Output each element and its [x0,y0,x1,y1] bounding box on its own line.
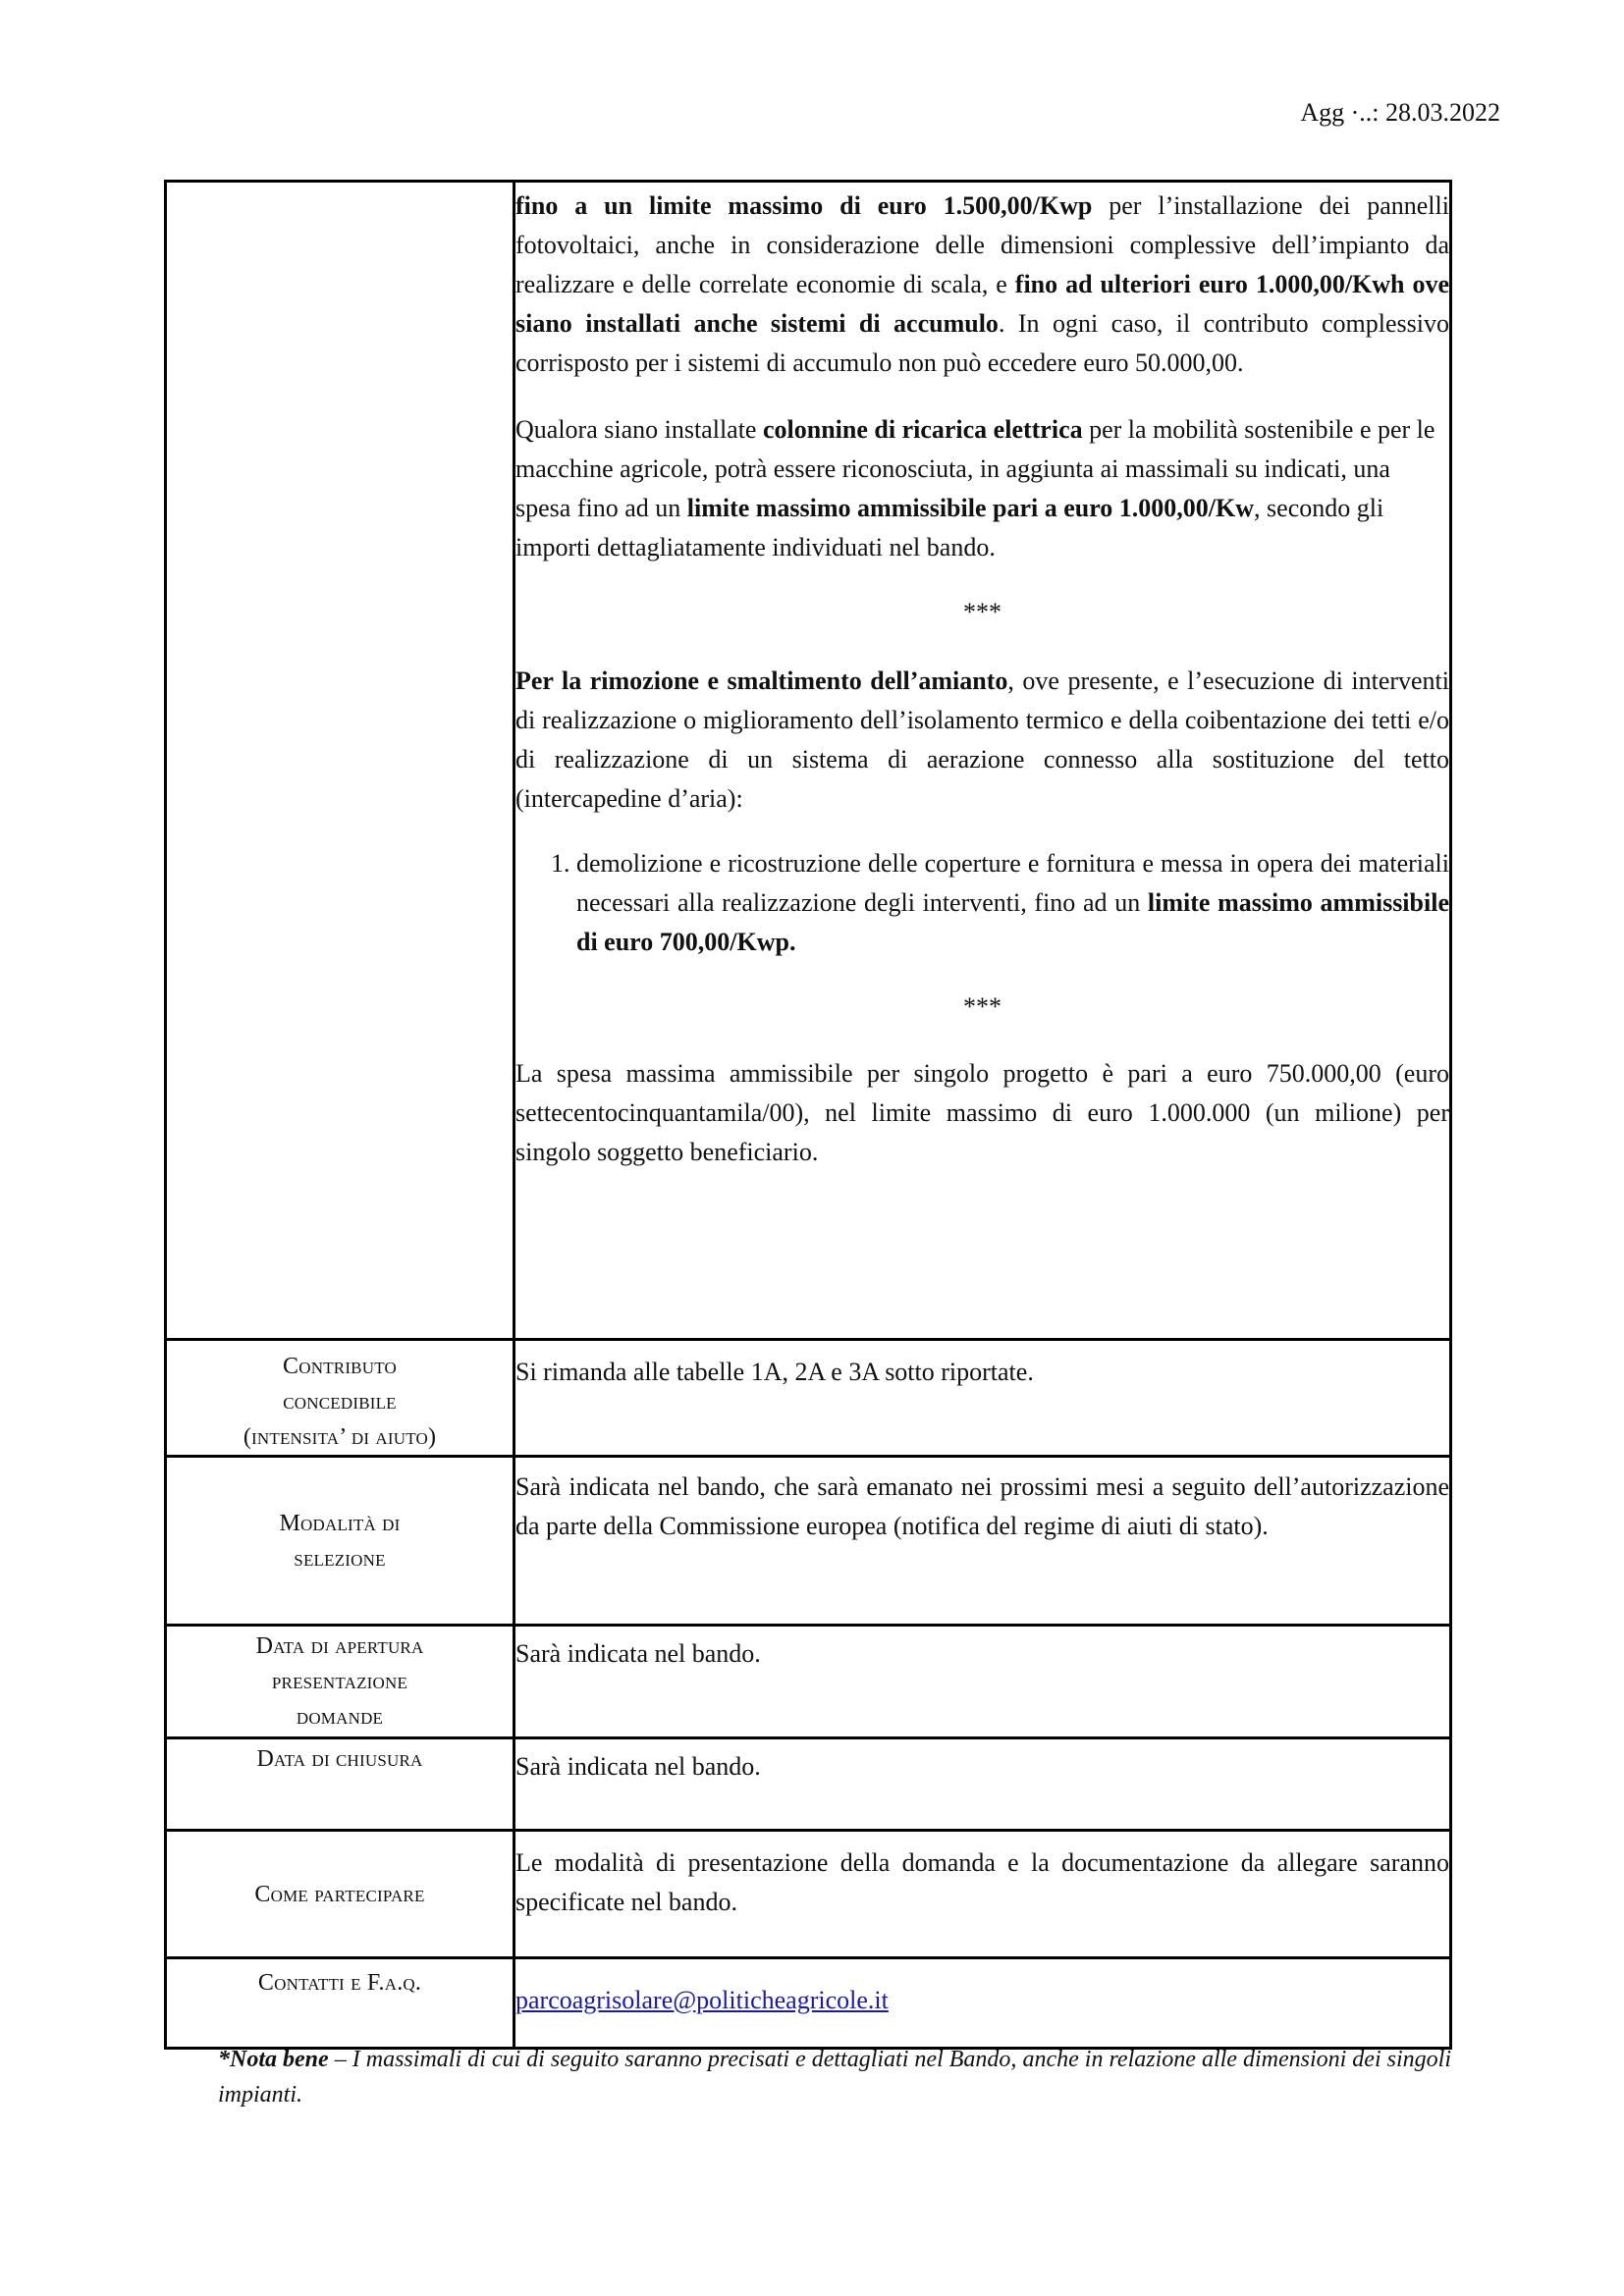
cell-text: Le modalità di presentazione della domanda e la documentazione da allegare saranno specificate nel bando. [515,1848,1449,1916]
paragraph-pv-limit [515,187,1449,383]
table-row [166,1738,1451,1831]
label-line: Contatti e F.a.q. [257,1970,422,1996]
label-modalita [166,1457,514,1626]
value-apertura [514,1626,1451,1738]
list-item [576,844,1449,962]
bold-text: limite massimo ammissibile di euro 700,00/Kwp. [576,888,1449,956]
label-contributo [166,1340,514,1457]
header-date: Agg ·..: 28.03.2022 [1300,98,1500,127]
note-bold: *Nota bene [218,2047,329,2072]
cell-text: Sarà indicata nel bando. [515,1752,761,1781]
text: , ove presente, e l’esecuzione di interventi di realizzazione o miglioramento dell’isolamento termico e della coibentazione dei tetti e/o di realizzazione di un sistema di aerazione connesso alla sostituzione del tetto (intercapedine d’aria): [515,667,1450,813]
cell-text: Sarà indicata nel bando. [515,1639,761,1668]
value-contatti [514,1958,1451,2049]
paragraph-asbestos [515,662,1449,819]
paragraph-max-expense: La spesa massima ammissibile per singolo progetto è pari a euro 750.000,00 (euro settecentocinquantamila/00), nel limite massimo di euro 1.000.000 (un milione) per singolo soggetto beneficiario. [515,1059,1449,1166]
value-partecipare [514,1831,1451,1958]
label-line: Data di chiusura [256,1746,423,1772]
label-line: Come partecipare [254,1881,425,1907]
bold-text: fino ad ulteriori euro 1.000,00/Kwh ove siano installati anche sistemi di accumulo [515,270,1449,338]
text: per la mobilità sostenibile e per le macchine agricole, potrà essere riconosciuta, in aggiunta ai massimali su indicati, una spesa fino ad un [515,415,1435,522]
bold-text: fino a un limite massimo di euro 1.500,00/Kwp [515,191,1093,220]
table-row [166,1340,1451,1457]
description-cell [514,182,1451,1340]
separator: *** [963,598,1001,626]
text: demolizione e ricostruzione delle coperture e fornitura e messa in opera dei materiali necessari alla realizzazione degli interventi, fino ad un [576,849,1449,917]
info-table [164,180,1452,2050]
bold-text: limite massimo ammissibile pari a euro 1.000,00/Kw [686,494,1255,522]
table-row [166,1626,1451,1738]
label-line: Modalità di [279,1510,401,1536]
value-contributo [514,1340,1451,1457]
table-row [166,1831,1451,1958]
numbered-list [515,844,1449,962]
bold-text: colonnine di ricarica elettrica [762,415,1083,444]
table-row [166,1958,1451,2049]
separator: *** [963,992,1001,1021]
bold-text: Per la rimozione e smaltimento dell’amianto [515,667,1008,695]
text: . In ogni caso, il contributo complessivo corrisposto per i sistemi di accumulo non può eccedere euro 50.000,00. [515,309,1449,377]
label-contatti [166,1958,514,2049]
note-text: – I massimali di cui di seguito saranno precisati e dettagliati nel Bando, anche in relazione alle dimensioni dei singoli impianti. [218,2047,1452,2108]
table-row [166,182,1451,1340]
label-chiusura [166,1738,514,1831]
label-partecipare [166,1831,514,1958]
table-row [166,1457,1451,1626]
cell-text: Si rimanda alle tabelle 1A, 2A e 3A sotto riportate. [515,1358,1034,1386]
label-line: selezione [294,1545,386,1572]
label-line: (intensita’ di aiuto) [243,1424,437,1450]
value-modalita [514,1457,1451,1626]
text: , secondo gli importi dettagliatamente individuati nel bando. [515,494,1384,561]
footnote [218,2042,1451,2112]
label-apertura [166,1626,514,1738]
cell-text: Sarà indicata nel bando, che sarà emanato nei prossimi mesi a seguito dell’autorizzazione da parte della Commissione europea (notifica del regime di aiuti di stato). [515,1472,1449,1540]
label-line: presentazione [271,1669,408,1694]
empty-label-cell [166,182,514,1340]
paragraph-charging [515,410,1449,567]
value-chiusura [514,1738,1451,1831]
label-line: domande [296,1704,384,1730]
email-link[interactable]: parcoagrisolare@politicheagricole.it [515,1986,889,2014]
text: per l’installazione dei pannelli fotovoltaici, anche in considerazione delle dimensioni complessive dell’impianto da realizzare e delle correlate economie di scala, e [515,191,1449,298]
label-line: Data di apertura [255,1633,424,1659]
text: Qualora siano installate [515,415,763,444]
label-line: concedibile [283,1389,397,1415]
label-line: Contributo [283,1354,397,1379]
